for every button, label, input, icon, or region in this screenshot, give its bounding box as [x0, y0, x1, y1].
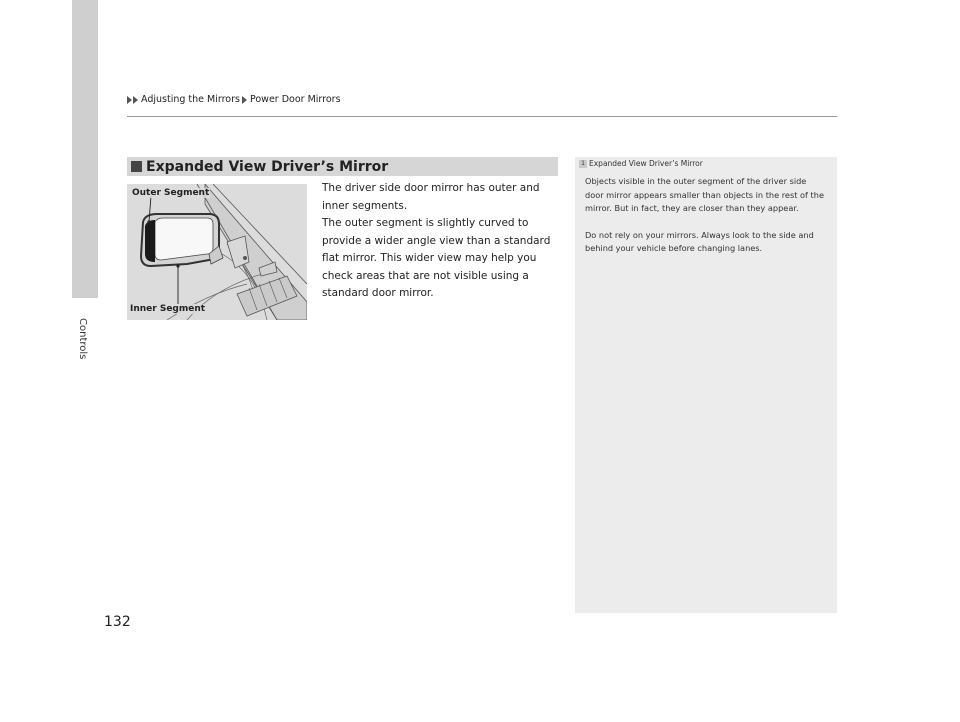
note-paragraph: Objects visible in the outer segment of the driver side door mirror appears smaller than objects in the rest of the mirror. But in fact, they are closer than they appear. — [585, 176, 824, 213]
breadcrumb-arrow-icon — [133, 96, 138, 104]
section-label: Controls — [77, 318, 88, 360]
note-paragraph: Do not rely on your mirrors. Always look to the side and behind your vehicle before changing lanes. — [585, 229, 814, 253]
mirror-drawing — [127, 184, 307, 320]
breadcrumb — [127, 94, 343, 105]
side-note — [575, 157, 837, 613]
body-paragraph: The outer segment is slightly curved to provide a wider angle view than a standard flat mirror. This wider view may help you check areas that are not visible using a standard door mirror. — [322, 217, 551, 299]
note-marker-icon: 1 — [579, 160, 587, 168]
section-body — [322, 180, 558, 303]
breadcrumb-item[interactable]: Power Door Mirrors — [249, 94, 341, 105]
outer-segment-label: Outer Segment — [132, 188, 210, 198]
page-number: 132 — [104, 614, 131, 630]
inner-segment-label: Inner Segment — [130, 304, 206, 314]
header-divider — [127, 116, 837, 117]
section-heading-bar — [127, 157, 558, 176]
note-heading — [579, 159, 703, 168]
breadcrumb-arrow-icon — [242, 96, 247, 104]
section-title: Expanded View Driver’s Mirror — [146, 158, 389, 175]
body-paragraph: The driver side door mirror has outer and inner segments. — [322, 182, 540, 212]
note-title: Expanded View Driver’s Mirror — [589, 159, 703, 168]
note-body — [585, 175, 825, 269]
breadcrumb-arrow-icon — [127, 96, 132, 104]
mirror-illustration — [127, 184, 307, 320]
heading-square-icon — [131, 161, 142, 172]
breadcrumb-item[interactable]: Adjusting the Mirrors — [141, 94, 240, 105]
section-side-tab — [72, 0, 98, 298]
